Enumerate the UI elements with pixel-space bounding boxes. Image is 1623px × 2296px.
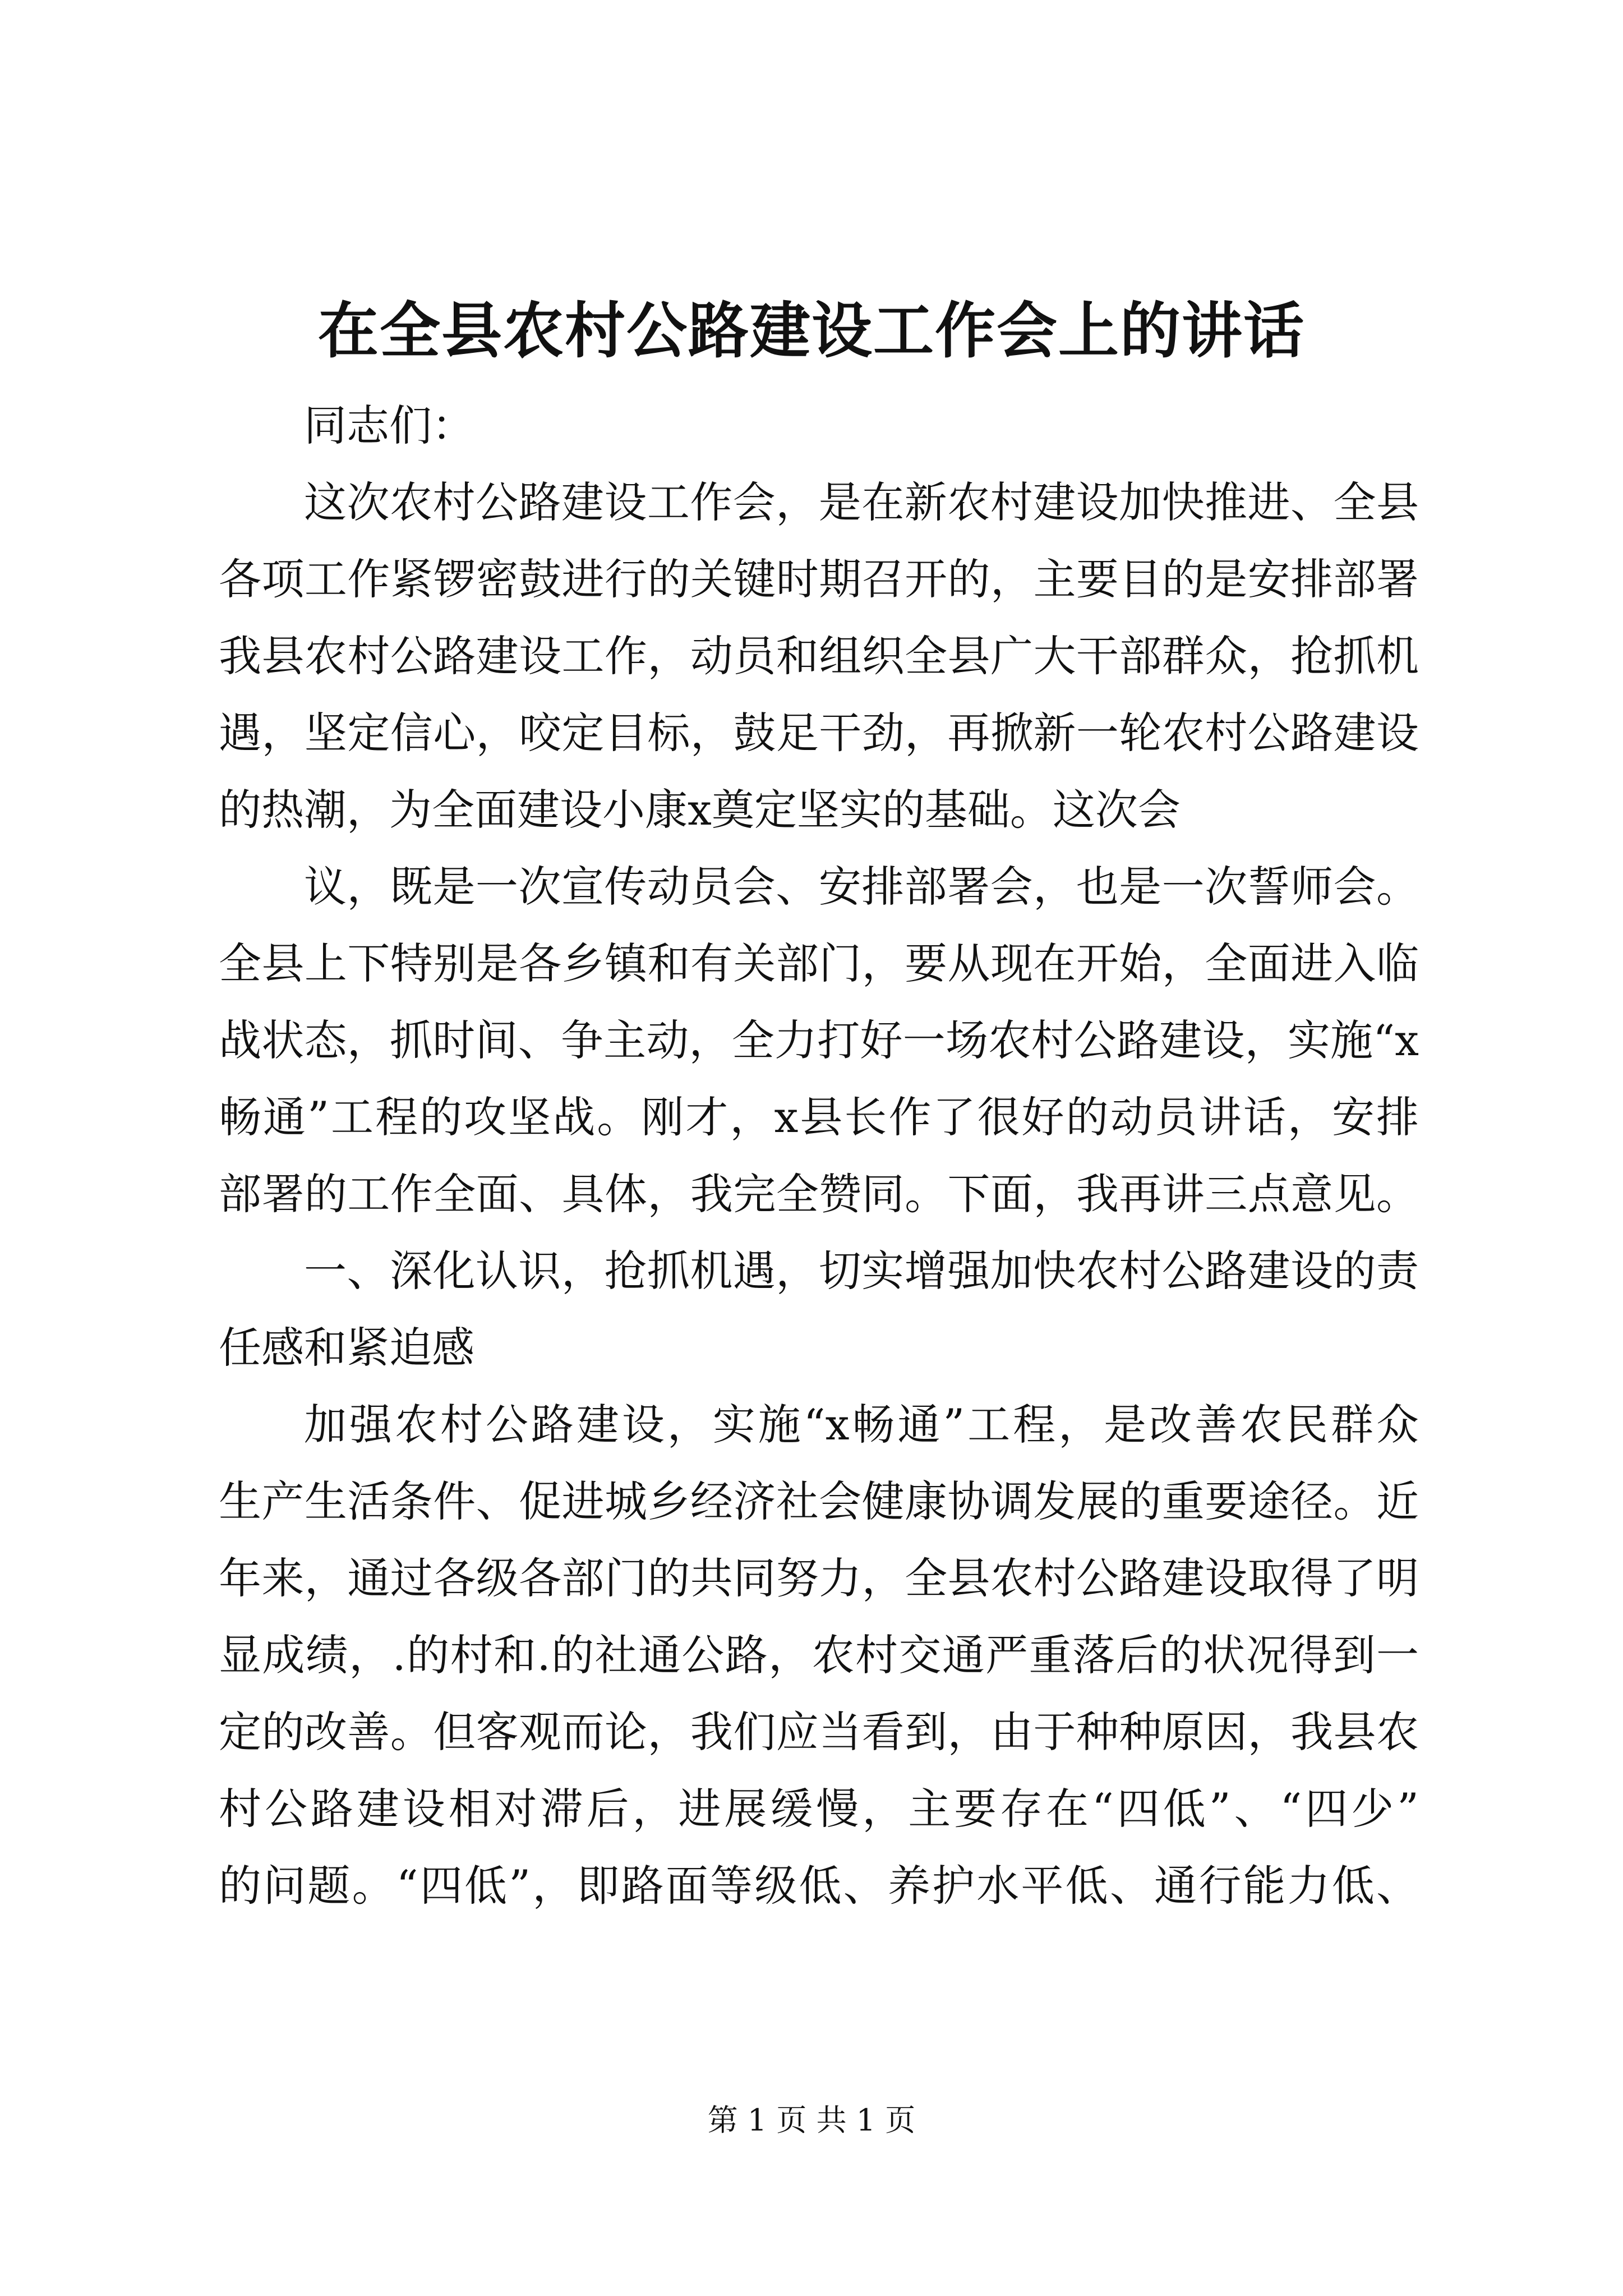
paragraph-line: 的热潮，为全面建设小康x奠定坚实的基础。这次会	[219, 785, 1181, 835]
paragraph-line: 遇，坚定信心，咬定目标，鼓足干劲，再掀新一轮农村公路建设	[219, 708, 1419, 758]
paragraph-line: 的问题。“四低”，即路面等级低、养护水平低、通行能力低、	[219, 1861, 1419, 1911]
paragraph-line: 全县上下特别是各乡镇和有关部门，要从现在开始，全面进入临	[219, 938, 1419, 988]
section-heading-line: 任感和紧迫感	[219, 1323, 474, 1373]
section-heading-line: 一、深化认识，抢抓机遇，切实增强加快农村公路建设的责	[304, 1246, 1419, 1296]
paragraph-line: 年来，通过各级各部门的共同努力，全县农村公路建设取得了明	[219, 1553, 1419, 1603]
paragraph-line: 加强农村公路建设，实施“x畅通”工程，是改善农民群众	[304, 1400, 1419, 1450]
paragraph-line: 畅通”工程的攻坚战。刚才，x县长作了很好的动员讲话，安排	[219, 1092, 1419, 1142]
paragraph-line: 定的改善。但客观而论，我们应当看到，由于种种原因，我县农	[219, 1707, 1419, 1757]
paragraph-line: 议，既是一次宣传动员会、安排部署会，也是一次誓师会。	[304, 862, 1419, 912]
paragraph-line: 这次农村公路建设工作会，是在新农村建设加快推进、全县	[304, 477, 1419, 527]
paragraph-line: 各项工作紧锣密鼓进行的关键时期召开的，主要目的是安排部署	[219, 554, 1419, 604]
salutation: 同志们：	[304, 401, 474, 450]
paragraph-line: 我县农村公路建设工作，动员和组织全县广大干部群众，抢抓机	[219, 631, 1419, 681]
page-footer: 第 1 页 共 1 页	[707, 2102, 916, 2138]
paragraph-line: 显成绩，.的村和.的社通公路，农村交通严重落后的状况得到一	[219, 1630, 1419, 1680]
paragraph-line: 村公路建设相对滞后，进展缓慢，主要存在“四低”、“四少”	[219, 1784, 1419, 1834]
paragraph-line: 部署的工作全面、具体，我完全赞同。下面，我再讲三点意见。	[219, 1169, 1419, 1219]
paragraph-line: 生产生活条件、促进城乡经济社会健康协调发展的重要途径。近	[219, 1476, 1419, 1526]
document-title: 在全县农村公路建设工作会上的讲话	[317, 296, 1305, 366]
paragraph-line: 战状态，抓时间、争主动，全力打好一场农村公路建设，实施“x	[219, 1015, 1419, 1065]
document-body	[219, 387, 1419, 1924]
